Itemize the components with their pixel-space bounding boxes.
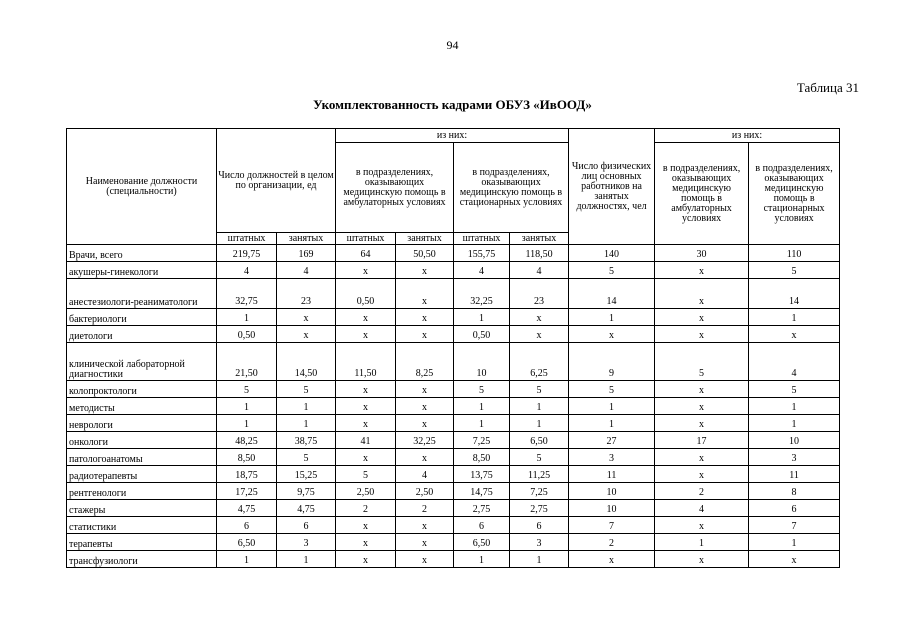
- cell: 6: [277, 517, 336, 534]
- cell: 8: [749, 483, 840, 500]
- cell: 10: [749, 432, 840, 449]
- cell: 10: [569, 483, 655, 500]
- header-persons-outpatient: в подразделениях, оказывающих медицинскую помощь в амбулаторных условиях: [655, 143, 749, 245]
- table-row: [67, 500, 840, 517]
- cell: 140: [569, 245, 655, 262]
- row-name: радиотерапевты: [67, 466, 217, 483]
- cell: х: [655, 279, 749, 309]
- header-occupied: занятых: [396, 233, 454, 245]
- cell: 30: [655, 245, 749, 262]
- header-staffed: штатных: [217, 233, 277, 245]
- table-row: [67, 415, 840, 432]
- row-name: патологоанатомы: [67, 449, 217, 466]
- cell: 11: [749, 466, 840, 483]
- cell: х: [336, 551, 396, 568]
- cell: 1: [217, 398, 277, 415]
- cell: 2,50: [336, 483, 396, 500]
- cell: 21,50: [217, 343, 277, 381]
- table-row: [67, 262, 840, 279]
- row-name: онкологи: [67, 432, 217, 449]
- cell: 5: [749, 262, 840, 279]
- row-name: анестезиологи-реаниматологи: [67, 279, 217, 309]
- cell: 1: [277, 551, 336, 568]
- cell: 1: [569, 415, 655, 432]
- cell: х: [655, 466, 749, 483]
- cell: 219,75: [217, 245, 277, 262]
- cell: 0,50: [217, 326, 277, 343]
- cell: х: [336, 534, 396, 551]
- cell: 110: [749, 245, 840, 262]
- cell: 2: [569, 534, 655, 551]
- cell: 6: [454, 517, 510, 534]
- cell: х: [655, 262, 749, 279]
- cell: 1: [510, 415, 569, 432]
- cell: х: [510, 326, 569, 343]
- cell: 4: [396, 466, 454, 483]
- cell: х: [655, 551, 749, 568]
- cell: 1: [510, 551, 569, 568]
- cell: х: [510, 309, 569, 326]
- header-of-them-positions: из них:: [336, 129, 569, 143]
- cell: х: [396, 326, 454, 343]
- cell: 4: [749, 343, 840, 381]
- cell: х: [655, 309, 749, 326]
- cell: 1: [454, 309, 510, 326]
- cell: 23: [510, 279, 569, 309]
- table-row: [67, 483, 840, 500]
- cell: х: [336, 262, 396, 279]
- cell: х: [396, 398, 454, 415]
- cell: 17: [655, 432, 749, 449]
- cell: 50,50: [396, 245, 454, 262]
- row-name: стажеры: [67, 500, 217, 517]
- cell: 9: [569, 343, 655, 381]
- cell: х: [396, 534, 454, 551]
- table-row: [67, 517, 840, 534]
- cell: 1: [217, 415, 277, 432]
- cell: х: [655, 381, 749, 398]
- cell: 10: [454, 343, 510, 381]
- cell: 32,75: [217, 279, 277, 309]
- cell: х: [749, 551, 840, 568]
- cell: х: [655, 326, 749, 343]
- cell: 4: [655, 500, 749, 517]
- cell: 1: [749, 398, 840, 415]
- table-row: [67, 449, 840, 466]
- cell: 3: [277, 534, 336, 551]
- cell: х: [336, 398, 396, 415]
- table-row: [67, 398, 840, 415]
- cell: 8,50: [217, 449, 277, 466]
- cell: х: [396, 449, 454, 466]
- cell: х: [396, 415, 454, 432]
- cell: 5: [655, 343, 749, 381]
- cell: х: [655, 517, 749, 534]
- cell: 0,50: [336, 279, 396, 309]
- header-staffed: штатных: [336, 233, 396, 245]
- table-row: [67, 466, 840, 483]
- cell: 5: [749, 381, 840, 398]
- cell: х: [396, 309, 454, 326]
- cell: 7: [749, 517, 840, 534]
- cell: 14: [749, 279, 840, 309]
- table-row: [67, 551, 840, 568]
- row-name: статистики: [67, 517, 217, 534]
- header-inpatient-units: в подразделениях, оказывающих медицинскую помощь в стационарных условиях: [454, 143, 569, 233]
- document-title: Укомплектованность кадрами ОБУЗ «ИвООД»: [313, 97, 592, 112]
- cell: 5: [510, 449, 569, 466]
- cell: 17,25: [217, 483, 277, 500]
- row-name: клинической лабораторной диагностики: [67, 343, 217, 381]
- row-name: Врачи, всего: [67, 245, 217, 262]
- header-positions-column: Число должностей в целом по организации, ед: [217, 129, 336, 233]
- header-occupied: занятых: [510, 233, 569, 245]
- cell: 1: [277, 398, 336, 415]
- cell: 155,75: [454, 245, 510, 262]
- cell: х: [336, 381, 396, 398]
- cell: 11,50: [336, 343, 396, 381]
- cell: 5: [510, 381, 569, 398]
- row-name: акушеры-гинекологи: [67, 262, 217, 279]
- cell: 64: [336, 245, 396, 262]
- cell: 1: [454, 398, 510, 415]
- cell: х: [749, 326, 840, 343]
- cell: 13,75: [454, 466, 510, 483]
- row-name: бактериологи: [67, 309, 217, 326]
- cell: х: [396, 262, 454, 279]
- cell: 4: [277, 262, 336, 279]
- cell: 8,50: [454, 449, 510, 466]
- cell: 3: [569, 449, 655, 466]
- cell: 5: [336, 466, 396, 483]
- table-label: Таблица 31: [796, 80, 859, 95]
- cell: 1: [749, 415, 840, 432]
- header-staffed: штатных: [454, 233, 510, 245]
- cell: 5: [217, 381, 277, 398]
- cell: 1: [749, 309, 840, 326]
- cell: 6: [749, 500, 840, 517]
- cell: 14,50: [277, 343, 336, 381]
- cell: х: [396, 517, 454, 534]
- cell: х: [569, 551, 655, 568]
- header-name-column: Наименование должности (специальности): [67, 129, 217, 245]
- cell: 11,25: [510, 466, 569, 483]
- cell: 1: [217, 551, 277, 568]
- cell: 9,75: [277, 483, 336, 500]
- cell: 7: [569, 517, 655, 534]
- cell: 4: [454, 262, 510, 279]
- table-row: [67, 279, 840, 309]
- cell: х: [336, 309, 396, 326]
- row-name: рентгенологи: [67, 483, 217, 500]
- cell: 10: [569, 500, 655, 517]
- cell: х: [396, 551, 454, 568]
- cell: 7,25: [454, 432, 510, 449]
- cell: 32,25: [454, 279, 510, 309]
- cell: 2: [655, 483, 749, 500]
- cell: х: [396, 381, 454, 398]
- row-name: неврологи: [67, 415, 217, 432]
- cell: 1: [217, 309, 277, 326]
- cell: х: [569, 326, 655, 343]
- table-row: [67, 381, 840, 398]
- row-name: диетологи: [67, 326, 217, 343]
- cell: 169: [277, 245, 336, 262]
- row-name: методисты: [67, 398, 217, 415]
- cell: 1: [749, 534, 840, 551]
- cell: 2,75: [454, 500, 510, 517]
- cell: 11: [569, 466, 655, 483]
- cell: 14: [569, 279, 655, 309]
- table-row: [67, 432, 840, 449]
- staffing-table: [66, 128, 840, 568]
- cell: 5: [454, 381, 510, 398]
- cell: 18,75: [217, 466, 277, 483]
- cell: 5: [277, 449, 336, 466]
- table-row: [67, 326, 840, 343]
- header-persons-column: Число физических лиц основных работников на занятых должностях, чел: [569, 129, 655, 245]
- header-persons-inpatient: в подразделениях, оказывающих медицинскую помощь в стационарных условиях: [749, 143, 840, 245]
- cell: х: [277, 326, 336, 343]
- cell: 4,75: [277, 500, 336, 517]
- cell: 27: [569, 432, 655, 449]
- cell: 2: [336, 500, 396, 517]
- table-row: [67, 245, 840, 262]
- cell: 1: [454, 551, 510, 568]
- cell: 7,25: [510, 483, 569, 500]
- cell: 5: [569, 381, 655, 398]
- row-name: трансфузиологи: [67, 551, 217, 568]
- cell: 4,75: [217, 500, 277, 517]
- cell: х: [396, 279, 454, 309]
- cell: 6,50: [510, 432, 569, 449]
- row-name: терапевты: [67, 534, 217, 551]
- cell: 48,25: [217, 432, 277, 449]
- cell: х: [655, 449, 749, 466]
- cell: 6,25: [510, 343, 569, 381]
- table-row: [67, 534, 840, 551]
- page-number: 94: [446, 38, 459, 52]
- header-of-them-persons: из них:: [655, 129, 840, 143]
- cell: 32,25: [396, 432, 454, 449]
- cell: 1: [655, 534, 749, 551]
- cell: х: [336, 326, 396, 343]
- cell: 2,50: [396, 483, 454, 500]
- cell: 2,75: [510, 500, 569, 517]
- cell: 15,25: [277, 466, 336, 483]
- cell: 1: [569, 309, 655, 326]
- cell: 6,50: [217, 534, 277, 551]
- cell: 3: [749, 449, 840, 466]
- cell: 1: [277, 415, 336, 432]
- cell: 1: [454, 415, 510, 432]
- cell: х: [655, 398, 749, 415]
- cell: 4: [217, 262, 277, 279]
- cell: 2: [396, 500, 454, 517]
- cell: 6: [217, 517, 277, 534]
- cell: 23: [277, 279, 336, 309]
- cell: 4: [510, 262, 569, 279]
- cell: 118,50: [510, 245, 569, 262]
- cell: х: [655, 415, 749, 432]
- cell: 38,75: [277, 432, 336, 449]
- cell: х: [336, 517, 396, 534]
- cell: 8,25: [396, 343, 454, 381]
- cell: 14,75: [454, 483, 510, 500]
- table-row: [67, 309, 840, 326]
- cell: х: [277, 309, 336, 326]
- cell: 5: [569, 262, 655, 279]
- cell: 0,50: [454, 326, 510, 343]
- cell: 5: [277, 381, 336, 398]
- cell: 1: [569, 398, 655, 415]
- table-row: [67, 343, 840, 381]
- cell: 6,50: [454, 534, 510, 551]
- cell: 41: [336, 432, 396, 449]
- cell: 3: [510, 534, 569, 551]
- row-name: колопроктологи: [67, 381, 217, 398]
- header-outpatient-units: в подразделениях, оказывающих медицинскую помощь в амбулаторных условиях: [336, 143, 454, 233]
- header-occupied: занятых: [277, 233, 336, 245]
- cell: х: [336, 449, 396, 466]
- cell: 6: [510, 517, 569, 534]
- cell: х: [336, 415, 396, 432]
- cell: 1: [510, 398, 569, 415]
